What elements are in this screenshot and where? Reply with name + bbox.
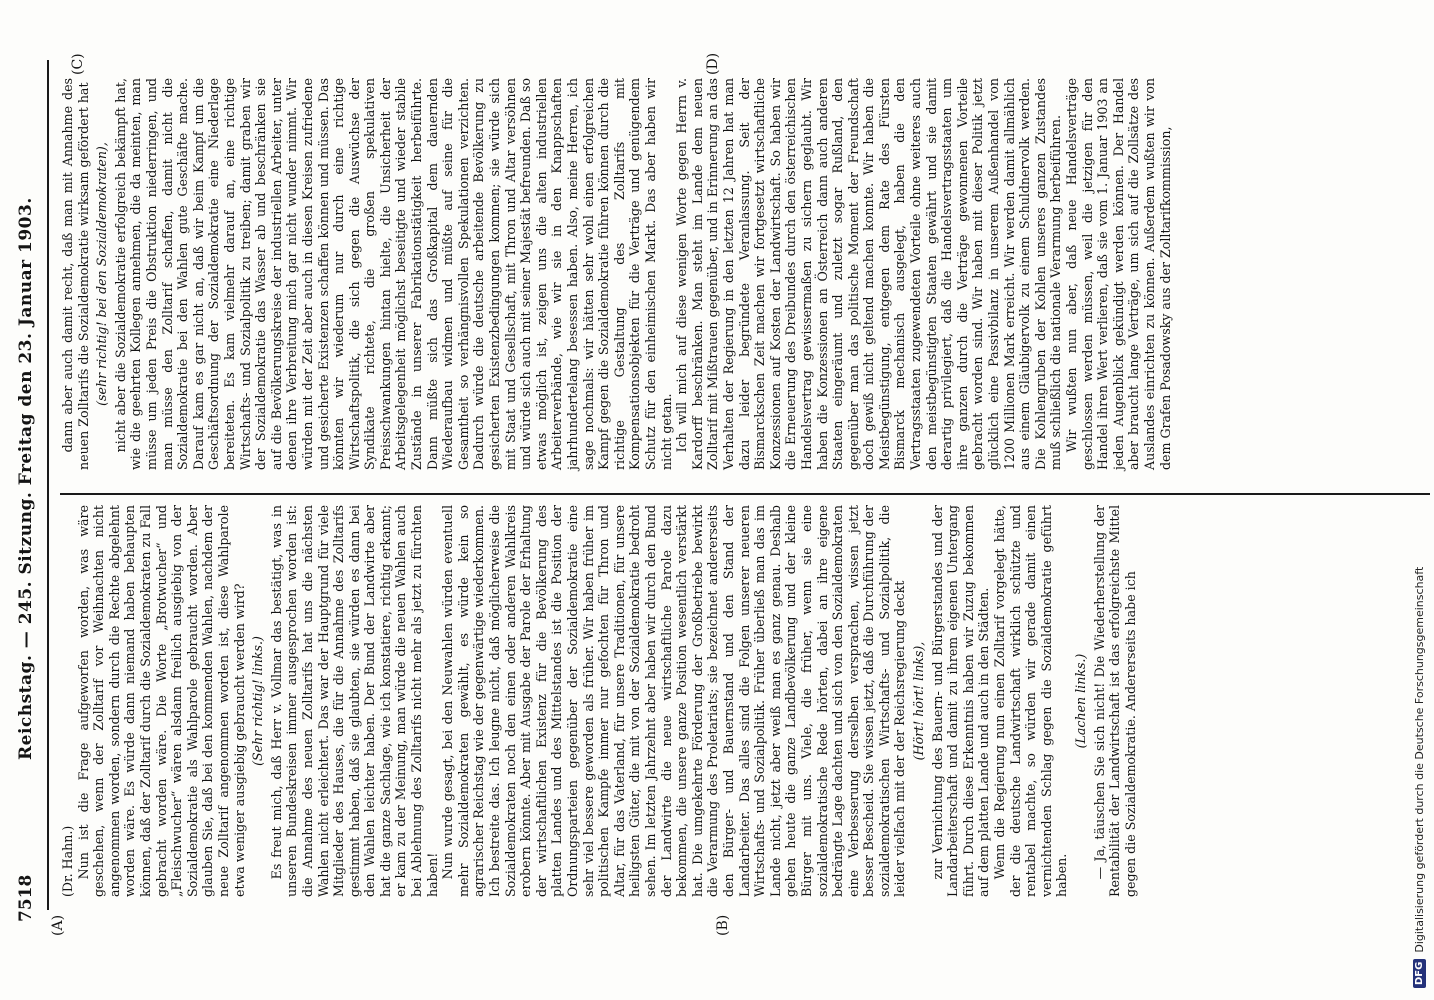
paragraph: Wenn die Regierung nun einen Zolltarif vorgelegt hätte, der die deutsche Landwirtschaft wirklich schützte und rentabel machte, so würden wir gerade damit einen vernichtenden Schlag gegen die Sozialdemokratie geführt haben. [992, 505, 1070, 897]
paragraph: Es freut mich, daß Herr v. Vollmar das bestätigt, was in unseren Bundeskreisen immer ausgesprochen worden ist: die Annahme des neuen Zolltarifs hat uns die nächsten Wahlen nicht erleichtert. Das war der Hauptgrund für viele Mitglieder des Hauses, die für die Annahme des Zolltarifs gestimmt haben, daß sie glaubten, sie würden es dann bei den Wahlen leichter haben. Der Bund der Landwirte aber hat die ganze Sachlage, wie ich konstatiere, richtig erkannt; er kam zu der Meinung, man würde die neuen Wahlen auch bei Ablehnung des Zolltarifs nicht mehr als jetzt zu fürchten haben! [268, 505, 440, 897]
page-number: 7518 [16, 874, 36, 922]
digitization-footer [1405, 0, 1434, 1000]
paragraph: dann aber auch damit recht, daß man mit Annahme des neuen Zolltarifs die Sozialdemokratie wirksam gefördert hat [60, 78, 91, 470]
dfg-logo: DFG [1413, 959, 1426, 988]
margin-mark-b: (B) [715, 914, 731, 936]
right-column [60, 78, 1173, 470]
header-rule [47, 60, 49, 910]
interjection: (Hört! hört! links), [911, 641, 927, 761]
footer-text: Digitalisierung gefördert durch die Deutsche Forschungsgemeinschaft [1413, 566, 1426, 953]
interjection: (Lachen links.) [1073, 653, 1088, 749]
column-divider [60, 493, 1430, 495]
paragraph: Ich will mich auf diese wenigen Worte gegen Herrn v. Kardorff beschränken. Man steht im Lande dem neuen Zolltarif mit Mißtrauen gegenüber, und in Erinnerung an das Verhalten der Regierung in den letzten 12 Jahren hat man dazu leider begründete Veranlassung. Seit der Bismarckschen Zeit machen wir fortgesetzt wirtschaftliche Konzessionen auf Kosten der Landwirtschaft. So haben wir die Erneuerung des Dreibundes durch den österreichischen Handelsvertrag gewissermaßen zu sichern geglaubt. Wir haben die Konzessionen an Österreich dann auch anderen Staaten eingeräumt und zuletzt sogar Rußland, den gegenüber man das politische Moment der Freundschaft doch gewiß nicht geltend machen konnte. Wir haben die Meistbegünstigung, entgegen dem Rate des Fürsten Bismarck mechanisch ausgelegt, haben die den Vertragsstaaten zugewendeten Vorteile ohne weiteres auch den meistbegünstigten Staaten gewährt und sie damit derartig privilegiert, daß die Handelsvertragsstaaten um ihre ganzen durch die Verträge gewonnenen Vorteile gebracht worden sind. Wir haben mit dieser Politik jetzt glücklich eine Passivbilanz in unserem Außenhandel von 1200 Millionen Mark erreicht. Wir werden damit allmählich aus einem Gläubigervolk zu einem Schuldnervolk werden. Die Kohlengruben der Kohlen unseres ganzen Zustandes muß schließlich die nationale Verarmung herbeiführen. [674, 78, 1064, 470]
running-head: Reichstag. — 245. Sitzung. Freitag den 23. Januar 1903. [16, 197, 36, 760]
margin-mark-a: (A) [50, 914, 66, 936]
paragraph: nicht aber die Sozialdemokratie erfolgreich bekämpft hat, wie die geehrten Kollegen annehmen, die da meinten, man müsse um jeden Preis die Obstruktion niederringen, und man müsse den Zolltarif schaffen, damit nicht die Sozialdemokratie bei den Wahlen gute Geschäfte mache. Darauf kam es gar nicht an, daß wir beim Kampf um die Geschäftsordnung der Sozialdemokratie eine Niederlage bereiteten. Es kam vielmehr darauf an, eine richtige Wirtschafts- und Sozialpolitik zu treiben; damit graben wir der Sozialdemokratie das Wasser ab und beschränken sie auf die Bevölkerungskreise der industriellen Arbeiter, unter denen ihre Verbreitung mich gar nicht wunder nimmt. Wir würden mit der Zeit aber auch in diesen Kreisen zufriedene und gesicherte Existenzen schaffen können und müssen. Das könnten wir wiederum nur durch eine richtige Wirtschaftspolitik, die sich gegen die Auswüchse der Syndikate richtete, die großen spekulativen Preisschwankungen hintan hielte, die Unsicherheit der Arbeitsgelegenheit möglichst beseitigte und wieder stabile Zustände in unserer Fabrikationstätigkeit herbeiführte. Dann müßte sich das Großkapital dem dauernden Wiederaufbau widmen und müßte auf seine für die Gesamtheit so verhängnisvollen Spekulationen verzichten. Dadurch würde die deutsche arbeitende Bevölkerung zu gesicherten Existenzbedingungen kommen; sie würde sich mit Staat und Gesellschaft, mit Thron und Altar versöhnen und würde sich auch mit seiner Majestät befreunden. Daß so etwas möglich ist, zeigen uns die alten industriellen Arbeiterverbände, wie wir sie in den Knappschaften jahrhundertelang besessen haben. Also, meine Herren, ich sage nochmals: wir hätten sehr wohl einen erfolgreichen Kampf gegen die Sozialdemokratie führen können durch die richtige Gestaltung des Zolltarifs mit Kompensationsobjekten für die Verträge und genügendem Schutz für den einheimischen Markt. Das aber haben wir nicht getan. [112, 78, 674, 470]
margin-mark-d: (D) [705, 52, 721, 75]
paragraph: Nun ist die Frage aufgeworfen worden, was wäre geschehen, wenn der Zolltarif vor Weihnachten nicht angenommen worden, sondern durch die Rechte abgelehnt worden wäre. Es würde dann niemand haben behaupten können, daß der Zolltarif durch die Sozialdemokraten zu Fall gebracht worden wäre. Die Worte „Brotwucher“ und „Fleischwucher“ wären alsdann freilich ausgiebig von der Sozialdemokratie als Wahlparole gebraucht worden. Aber glauben Sie, daß bei den kommenden Wahlen, nachdem der neue Zolltarif angenommen worden ist, diese Wahlparole etwa weniger ausgiebig gebraucht werden wird? [75, 505, 247, 897]
paragraph: — Ja, täuschen Sie sich nicht! Die Wiederherstellung der Rentabilität der Landwirtschaft ist das erfolgreichste Mittel gegen die Sozialdemokratie. Andererseits habe ich [1091, 505, 1138, 897]
paragraph: Wir wußten nun aber, daß neue Handelsverträge geschlossen werden müssen, weil die jetzigen für den Handel ihren Wert verlieren, daß sie vom 1. Januar 1903 an jeden Augenblick gekündigt werden können. Der Handel aber braucht lange Verträge, um sich auf die Zollsätze des Auslandes einrichten zu können. Außerdem wußten wir von dem Grafen Posadowsky aus der Zolltarifkommission, [1064, 78, 1173, 470]
interjection: (Sehr richtig! links.) [250, 636, 266, 766]
paragraph: Nun wurde gesagt, bei den Neuwahlen würden eventuell mehr Sozialdemokraten gewählt, es würde kein so agrarischer Reichstag wie der gegenwärtige wiederkommen. Ich bestreite das. Ich leugne nicht, daß möglicherweise die Sozialdemokraten noch den einen oder anderen Wahlkreis erobern könnte. Aber mit Ausgabe der Parole der Erhaltung der wirtschaftlichen Existenz für die Bevölkerung des platten Landes und des Mittelstandes ist die Position der Ordnungsparteien gegenüber der Sozialdemokratie eine sehr viel bessere geworden als früher. Wir haben früher im politischen Kampfe immer nur gefochten für Thron und Altar, für das Vaterland, für unsere Traditionen, für unsere heiligsten Güter, die mit von der Sozialdemokratie bedroht sehen. Im letzten Jahrzehnt aber haben wir durch den Bund der Landwirte die neue wirtschaftliche Parole dazu bekommen, die unsere ganze Position wesentlich verstärkt hat. Die umgekehrte Förderung der Großbetriebe bewirkt die Verarmung des Proletariats; sie bezeichnet andererseits den Bürger- und Bauernstand und den Stand der Landarbeiter. Das alles sind die Folgen unserer neueren Wirtschafts- und Sozialpolitik. Früher überließ man das im Lande nicht, jetzt aber weiß man es ganz genau. Deshalb gehen heute die ganze Landbevölkerung und der kleine Bürger mit uns. Viele, die früher, wenn sie eine sozialdemokratische Rede hörten, dabei an ihre eigene bedrängte Lage dachten und sich von den Sozialdemokraten eine Verbesserung derselben versprachen, wissen jetzt besser Bescheid. Sie wissen jetzt, daß die Durchführung der sozialdemokratischen Wirtschafts- und Sozialpolitik, die leider vielfach mit der der Reichsregierung deckt [440, 505, 908, 897]
margin-mark-c: (C) [70, 53, 86, 75]
interjection: (sehr richtig! bei den Sozialdemokraten), [94, 142, 110, 406]
paragraph: zur Vernichtung des Bauern- und Bürgerstandes und der Landarbeiterschaft und damit zu ihrem eigenen Untergang führt. Durch diese Erkenntnis haben wir Zuzug bekommen auf dem platten Lande und auch in den Städten. [929, 505, 992, 897]
speaker-label: (Dr. Hahn.) [60, 825, 75, 897]
left-column [60, 505, 1138, 897]
